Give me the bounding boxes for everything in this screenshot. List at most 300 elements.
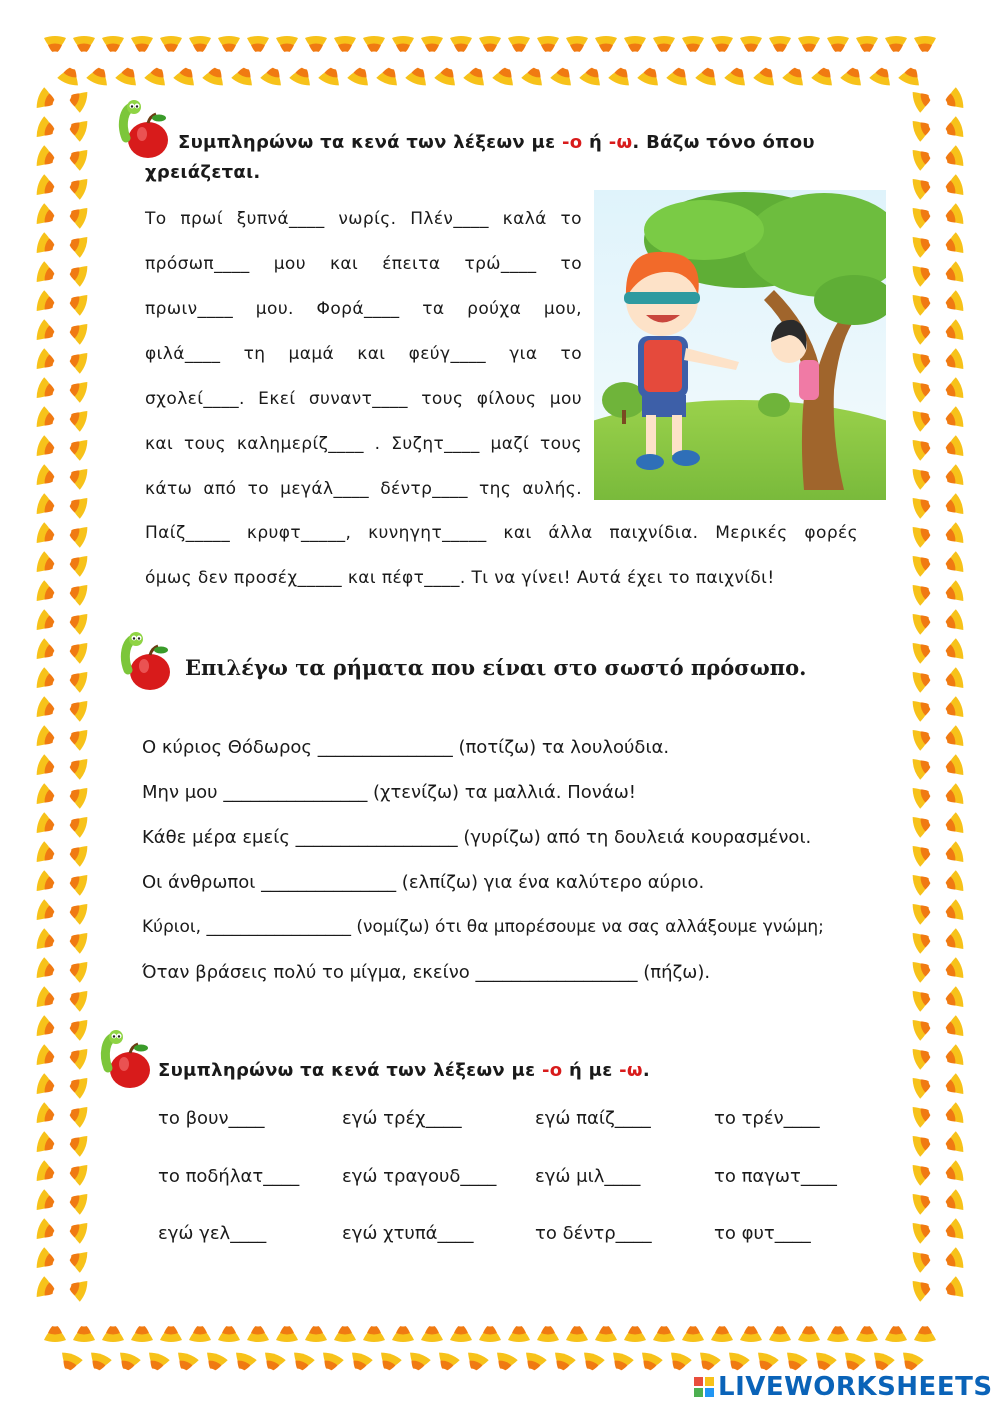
candy-corn-icon (434, 60, 462, 87)
candy-corn-icon (914, 1322, 936, 1343)
candy-corn-icon (35, 870, 62, 898)
candy-corn-icon (62, 173, 89, 201)
candy-corn-icon (938, 957, 965, 985)
candy-corn-icon (62, 666, 89, 694)
candy-corn-icon (346, 1351, 374, 1378)
candy-corn-icon (911, 956, 938, 984)
candy-corn-icon (62, 1101, 89, 1129)
candy-corn-icon (827, 1322, 849, 1343)
candy-corn-icon (938, 1131, 965, 1159)
candy-corn-icon (508, 36, 530, 57)
candy-corn-icon (938, 841, 965, 869)
candy-corn-icon (62, 521, 89, 549)
candy-corn-icon (260, 60, 288, 87)
candy-corn-icon (911, 1275, 938, 1303)
candy-corn-icon (35, 783, 62, 811)
candy-corn-icon (102, 36, 124, 57)
candy-corn-icon (724, 60, 752, 87)
candy-corn-icon (769, 1322, 791, 1343)
candy-corn-icon (62, 1014, 89, 1042)
candy-corn-icon (479, 1322, 501, 1343)
candy-corn-icon (827, 36, 849, 57)
candy-corn-icon (938, 1247, 965, 1275)
paragraph-line: πρωιν____ μου. Φορά____ τα ρούχα μου, (145, 299, 582, 319)
candy-corn-icon (35, 667, 62, 695)
candy-corn-icon (798, 1322, 820, 1343)
candy-corn-icon (798, 36, 820, 57)
candy-corn-icon (62, 579, 89, 607)
candy-corn-icon (938, 725, 965, 753)
candy-corn-icon (35, 319, 62, 347)
candy-corn-icon (938, 1102, 965, 1130)
candy-corn-icon (62, 782, 89, 810)
candy-corn-icon (938, 696, 965, 724)
candy-corn-icon (62, 1246, 89, 1274)
candy-corn-icon (938, 87, 965, 115)
candy-corn-icon (811, 60, 839, 87)
candy-corn-icon (885, 36, 907, 57)
candy-corn-icon (160, 1322, 182, 1343)
candy-corn-icon (363, 1322, 385, 1343)
candy-corn-icon (911, 550, 938, 578)
candy-corn-icon (938, 1276, 965, 1304)
candy-corn-icon (35, 435, 62, 463)
paragraph-line: πρόσωπ____ μου και έπειτα τρώ____ το (145, 254, 582, 274)
candy-corn-icon (607, 1351, 635, 1378)
candy-corn-icon (911, 405, 938, 433)
candy-corn-icon (462, 1351, 490, 1378)
candy-corn-icon (62, 608, 89, 636)
candy-corn-icon (753, 60, 781, 87)
candy-corn-icon (189, 36, 211, 57)
candy-corn-icon (938, 522, 965, 550)
candy-corn-icon (550, 60, 578, 87)
candy-corn-icon (62, 405, 89, 433)
candy-corn-icon (317, 1351, 345, 1378)
candy-corn-icon (537, 36, 559, 57)
section1-heading-line2: χρειάζεται. (145, 162, 261, 183)
candy-corn-icon (938, 928, 965, 956)
candy-corn-icon (35, 232, 62, 260)
candy-corn-icon (608, 60, 636, 87)
candy-corn-icon (911, 434, 938, 462)
candy-corn-icon (62, 144, 89, 172)
candy-corn-icon (653, 1322, 675, 1343)
candy-corn-icon (911, 579, 938, 607)
candy-corn-icon (202, 60, 230, 87)
candy-corn-icon (35, 1102, 62, 1130)
candy-corn-icon (62, 347, 89, 375)
candy-corn-icon (35, 1131, 62, 1159)
candy-corn-icon (938, 899, 965, 927)
candy-corn-icon (911, 492, 938, 520)
candy-corn-icon (62, 695, 89, 723)
candy-corn-icon (35, 725, 62, 753)
candy-corn-icon (479, 36, 501, 57)
word-blank: το ποδήλατ____ (158, 1166, 300, 1187)
candy-corn-icon (218, 36, 240, 57)
candy-corn-icon (695, 60, 723, 87)
candy-corn-icon (201, 1351, 229, 1378)
candy-corn-icon (938, 348, 965, 376)
candy-corn-icon (318, 60, 346, 87)
candy-corn-icon (911, 637, 938, 665)
candy-corn-icon (35, 1044, 62, 1072)
candy-corn-icon (230, 1351, 258, 1378)
candy-corn-icon (35, 377, 62, 405)
candy-corn-icon (666, 60, 694, 87)
candy-corn-icon (35, 522, 62, 550)
candy-corn-icon (347, 60, 375, 87)
candy-corn-icon (35, 1073, 62, 1101)
candy-corn-icon (911, 144, 938, 172)
candy-corn-icon (62, 115, 89, 143)
candy-corn-icon (62, 463, 89, 491)
candy-corn-icon (35, 1276, 62, 1304)
candy-corn-icon (450, 36, 472, 57)
word-blank: εγώ γελ____ (158, 1223, 267, 1244)
candy-corn-icon (62, 202, 89, 230)
candy-corn-icon (35, 986, 62, 1014)
candy-corn-icon (911, 260, 938, 288)
word-blank: εγώ μιλ____ (535, 1166, 641, 1187)
candy-corn-icon (35, 841, 62, 869)
candy-corn-icon (143, 1351, 171, 1378)
sentence: Κάθε μέρα εμείς __________________ (γυρίζω) από τη δουλειά κουρασμένοι. (142, 827, 812, 848)
candy-corn-icon (62, 956, 89, 984)
candy-corn-icon (62, 231, 89, 259)
hide-and-seek-illustration (594, 190, 886, 500)
candy-corn-icon (160, 36, 182, 57)
candy-corn-icon (911, 1130, 938, 1158)
candy-corn-icon (86, 60, 114, 87)
candy-corn-icon (62, 1159, 89, 1187)
candy-corn-icon (62, 811, 89, 839)
sentence: Ο κύριος Θόδωρος _______________ (ποτίζω) τα λουλούδια. (142, 737, 670, 758)
candy-corn-icon (115, 60, 143, 87)
candy-corn-icon (911, 898, 938, 926)
candy-corn-icon (102, 1322, 124, 1343)
section1-heading: Συμπληρώνω τα κενά των λέξεων με -ο ή -ω. Βάζω τόνο όπου (178, 132, 815, 153)
word-blank: το δέντρ____ (535, 1223, 652, 1244)
candy-corn-icon (463, 60, 491, 87)
candy-corn-icon (35, 928, 62, 956)
candy-corn-icon (595, 36, 617, 57)
candy-corn-icon (938, 290, 965, 318)
candy-corn-icon (938, 638, 965, 666)
candy-corn-icon (62, 724, 89, 752)
candy-corn-icon (911, 811, 938, 839)
sentence: Μην μου ________________ (χτενίζω) τα μαλλιά. Πονάω! (142, 782, 636, 803)
candy-corn-icon (911, 86, 938, 114)
candy-corn-icon (595, 1322, 617, 1343)
candy-corn-icon (334, 36, 356, 57)
candy-corn-icon (35, 464, 62, 492)
candy-corn-icon (421, 36, 443, 57)
candy-corn-icon (62, 869, 89, 897)
candy-corn-icon (711, 36, 733, 57)
candy-corn-icon (73, 36, 95, 57)
liveworksheets-logo[interactable] (694, 1372, 993, 1402)
paragraph-line: και τους καλημερίζ____ . Συζητ____ μαζί τους (145, 434, 582, 454)
candy-corn-icon (938, 1189, 965, 1217)
candy-corn-icon (898, 60, 926, 87)
candy-corn-icon (740, 1322, 762, 1343)
candy-corn-icon (938, 1160, 965, 1188)
candy-corn-icon (392, 36, 414, 57)
candy-corn-icon (938, 377, 965, 405)
candy-corn-icon (231, 60, 259, 87)
candy-corn-icon (682, 36, 704, 57)
candy-corn-icon (62, 898, 89, 926)
candy-corn-icon (769, 36, 791, 57)
candy-corn-icon (938, 464, 965, 492)
candy-corn-icon (938, 261, 965, 289)
candy-corn-icon (62, 318, 89, 346)
paragraph-line: φιλά____ τη μαμά και φεύγ____ για το (145, 344, 582, 364)
candy-corn-icon (938, 754, 965, 782)
candy-corn-icon (62, 492, 89, 520)
candy-corn-icon (938, 551, 965, 579)
candy-corn-icon (44, 1322, 66, 1343)
candy-corn-icon (392, 1322, 414, 1343)
candy-corn-icon (131, 36, 153, 57)
paragraph-line: σχολεί____. Εκεί συναντ____ τους φίλους μου (145, 389, 582, 409)
candy-corn-icon (537, 1322, 559, 1343)
candy-corn-icon (911, 202, 938, 230)
candy-corn-icon (911, 927, 938, 955)
candy-corn-icon (911, 173, 938, 201)
candy-corn-icon (334, 1322, 356, 1343)
candy-corn-icon (653, 36, 675, 57)
candy-corn-icon (35, 290, 62, 318)
candy-corn-icon (62, 376, 89, 404)
candy-corn-icon (62, 1043, 89, 1071)
candy-corn-icon (665, 1351, 693, 1378)
candy-corn-icon (911, 115, 938, 143)
candy-corn-icon (938, 986, 965, 1014)
candy-corn-icon (711, 1322, 733, 1343)
paragraph-line: όμως δεν προσέχ_____ και πέφτ____. Τι να γίνει! Αυτά έχει το παιχνίδι! (145, 568, 775, 588)
candy-corn-icon (911, 1072, 938, 1100)
candy-corn-icon (62, 434, 89, 462)
candy-corn-icon (247, 1322, 269, 1343)
candy-corn-icon (35, 696, 62, 724)
candy-corn-icon (172, 1351, 200, 1378)
paragraph-line: Το πρωί ξυπνά____ νωρίς. Πλέν____ καλά το (145, 209, 582, 229)
word-blank: εγώ τρέχ____ (342, 1108, 462, 1129)
candy-corn-icon (938, 1218, 965, 1246)
candy-corn-icon (911, 753, 938, 781)
candy-corn-icon (62, 260, 89, 288)
candy-corn-icon (911, 782, 938, 810)
sentence: Όταν βράσεις πολύ το μίγμα, εκείνο __________________ (πήζω). (142, 962, 711, 983)
candy-corn-icon (911, 1014, 938, 1042)
candy-corn-icon (35, 1189, 62, 1217)
candy-corn-icon (62, 1275, 89, 1303)
candy-corn-icon (938, 812, 965, 840)
candy-corn-icon (35, 145, 62, 173)
word-blank: εγώ τραγουδ____ (342, 1166, 497, 1187)
candy-corn-icon (35, 87, 62, 115)
candy-corn-icon (62, 550, 89, 578)
candy-corn-icon (911, 1159, 938, 1187)
candy-corn-icon (911, 695, 938, 723)
candy-corn-icon (911, 521, 938, 549)
candy-corn-icon (624, 36, 646, 57)
candy-corn-icon (740, 36, 762, 57)
candy-corn-icon (73, 1322, 95, 1343)
candy-corn-icon (885, 1322, 907, 1343)
candy-corn-icon (911, 840, 938, 868)
candy-corn-icon (911, 1188, 938, 1216)
candy-corn-icon (35, 493, 62, 521)
candy-corn-icon (433, 1351, 461, 1378)
candy-corn-icon (173, 60, 201, 87)
candy-corn-icon (938, 203, 965, 231)
candy-corn-icon (782, 60, 810, 87)
candy-corn-icon (911, 869, 938, 897)
candy-corn-icon (938, 1044, 965, 1072)
candy-corn-icon (636, 1351, 664, 1378)
candy-corn-icon (938, 609, 965, 637)
candy-corn-icon (35, 1160, 62, 1188)
word-blank: εγώ παίζ____ (535, 1108, 651, 1129)
candy-corn-icon (840, 60, 868, 87)
candy-corn-icon (289, 60, 317, 87)
word-blank: το τρέν____ (714, 1108, 820, 1129)
candy-corn-icon (376, 60, 404, 87)
candy-corn-icon (405, 60, 433, 87)
word-blank: το φυτ____ (714, 1223, 811, 1244)
candy-corn-icon (62, 985, 89, 1013)
candy-corn-icon (938, 116, 965, 144)
candy-corn-icon (218, 1322, 240, 1343)
candy-corn-icon (85, 1351, 113, 1378)
candy-corn-icon (363, 36, 385, 57)
candy-corn-icon (189, 1322, 211, 1343)
candy-corn-icon (62, 1188, 89, 1216)
candy-corn-icon (259, 1351, 287, 1378)
candy-corn-icon (114, 1351, 142, 1378)
candy-corn-icon (491, 1351, 519, 1378)
word-blank: εγώ χτυπά____ (342, 1223, 474, 1244)
candy-corn-icon (938, 870, 965, 898)
candy-corn-icon (938, 580, 965, 608)
candy-corn-icon (914, 36, 936, 57)
candy-corn-icon (911, 289, 938, 317)
candy-corn-icon (57, 60, 85, 87)
candy-corn-icon (549, 1351, 577, 1378)
candy-corn-icon (450, 1322, 472, 1343)
candy-corn-icon (856, 1322, 878, 1343)
apple-worm-icon (114, 98, 174, 160)
candy-corn-icon (35, 754, 62, 782)
candy-corn-icon (578, 1351, 606, 1378)
logo-squares-icon (694, 1377, 714, 1397)
candy-corn-icon (35, 406, 62, 434)
candy-corn-icon (911, 1217, 938, 1245)
word-blank: το βουν____ (158, 1108, 265, 1129)
candy-corn-icon (856, 36, 878, 57)
candy-corn-icon (305, 1322, 327, 1343)
candy-corn-icon (637, 60, 665, 87)
candy-corn-icon (35, 203, 62, 231)
candy-corn-icon (35, 116, 62, 144)
candy-corn-icon (276, 36, 298, 57)
candy-corn-icon (62, 289, 89, 317)
sentence: Κύριοι, _________________ (νομίζω) ότι θα μπορέσουμε να σας αλλάξουμε γνώμη; (142, 917, 824, 937)
candy-corn-icon (35, 1247, 62, 1275)
candy-corn-icon (938, 232, 965, 260)
candy-corn-icon (938, 406, 965, 434)
candy-corn-icon (911, 231, 938, 259)
candy-corn-icon (911, 985, 938, 1013)
candy-corn-icon (911, 318, 938, 346)
candy-corn-icon (56, 1351, 84, 1378)
candy-corn-icon (421, 1322, 443, 1343)
candy-corn-icon (521, 60, 549, 87)
candy-corn-icon (62, 753, 89, 781)
candy-corn-icon (35, 899, 62, 927)
candy-corn-icon (62, 86, 89, 114)
candy-corn-icon (35, 551, 62, 579)
candy-corn-icon (247, 36, 269, 57)
candy-corn-icon (938, 319, 965, 347)
candy-corn-icon (35, 348, 62, 376)
section2-heading: Επιλέγω τα ρήματα που είναι στο σωστό πρόσωπο. (185, 655, 807, 680)
candy-corn-icon (682, 1322, 704, 1343)
candy-corn-icon (938, 667, 965, 695)
candy-corn-icon (144, 60, 172, 87)
candy-corn-icon (288, 1351, 316, 1378)
section3-heading: Συμπληρώνω τα κενά των λέξεων με -ο ή με -ω. (158, 1060, 650, 1081)
candy-corn-icon (869, 60, 897, 87)
candy-corn-icon (35, 261, 62, 289)
paragraph-line: Παίζ_____ κρυφτ_____, κυνηγητ_____ και άλλα παιχνίδια. Μερικές φορές (145, 523, 858, 543)
candy-corn-icon (62, 840, 89, 868)
candy-corn-icon (35, 1218, 62, 1246)
candy-corn-icon (911, 1043, 938, 1071)
candy-corn-icon (508, 1322, 530, 1343)
candy-corn-icon (62, 1217, 89, 1245)
candy-corn-icon (276, 1322, 298, 1343)
candy-corn-icon (911, 376, 938, 404)
apple-worm-icon (96, 1028, 156, 1090)
candy-corn-icon (938, 174, 965, 202)
candy-corn-icon (35, 812, 62, 840)
candy-corn-icon (938, 783, 965, 811)
candy-corn-icon (938, 1073, 965, 1101)
candy-corn-icon (35, 174, 62, 202)
candy-corn-icon (566, 1322, 588, 1343)
candy-corn-icon (404, 1351, 432, 1378)
sentence: Οι άνθρωποι _______________ (ελπίζω) για ένα καλύτερο αύριο. (142, 872, 705, 893)
candy-corn-icon (911, 1101, 938, 1129)
candy-corn-icon (520, 1351, 548, 1378)
candy-corn-icon (492, 60, 520, 87)
apple-worm-icon (116, 630, 176, 692)
candy-corn-icon (911, 608, 938, 636)
candy-corn-icon (938, 435, 965, 463)
candy-corn-icon (911, 1246, 938, 1274)
paragraph-line: κάτω από το μεγάλ____ δέντρ____ της αυλής. (145, 479, 582, 499)
candy-corn-icon (35, 957, 62, 985)
candy-corn-icon (911, 463, 938, 491)
candy-corn-icon (938, 145, 965, 173)
candy-corn-icon (938, 493, 965, 521)
candy-corn-icon (911, 666, 938, 694)
